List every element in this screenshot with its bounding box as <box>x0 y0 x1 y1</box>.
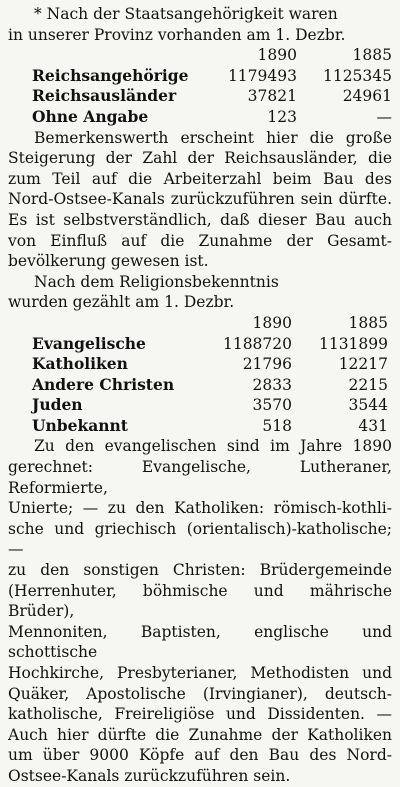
value-1890: 518 <box>262 416 292 435</box>
citizenship-table <box>32 45 392 127</box>
para2-line: um über 9000 Köpfe auf den Bau des Nord- <box>8 746 392 765</box>
value-1885: 1125345 <box>322 66 392 85</box>
value-1890: 1179493 <box>227 66 297 85</box>
value-1890: 2833 <box>252 375 292 394</box>
para1-line: bevölkerung gewesen ist. <box>8 252 209 271</box>
para2-line: Auch hier dürfte die Zunahme der Katholiken <box>8 725 392 744</box>
table-row <box>32 395 388 416</box>
para2-line: Hochkirche, Presbyterianer, Methodisten und <box>8 664 392 682</box>
religion-heading: Nach dem Religionsbekenntnis <box>34 272 279 291</box>
value-1890: 21796 <box>242 355 292 374</box>
para1-line: von Einfluß auf die Zunahme der Gesamt- <box>8 231 392 250</box>
value-1885: 24961 <box>342 87 392 106</box>
para1-line: Es ist selbstverständlich, daß dieser Bau auch <box>8 210 392 229</box>
table-row <box>32 416 388 437</box>
table-header-row <box>32 313 388 334</box>
row-label: Juden <box>32 395 83 415</box>
para1-line: Nord-Ostsee-Kanals zurückzuführen sein dürfte. <box>8 190 392 209</box>
para2-line: zu den sonstigen Christen: Brüdergemeinde <box>8 561 392 580</box>
row-label: Evangelische <box>32 333 146 353</box>
year-header: 1890 <box>252 313 292 332</box>
para2-line: Mennoniten, Baptisten, englische und schottische <box>8 622 392 662</box>
value-1885: 12217 <box>338 355 388 374</box>
value-1885: 431 <box>358 416 388 435</box>
para2-line: gerechnet: Evangelische, Lutheraner, Reformierte, <box>8 458 392 497</box>
year-header: 1890 <box>257 46 297 65</box>
value-1885: 1131899 <box>318 334 388 353</box>
value-1885: 2215 <box>348 375 388 394</box>
value-1890: 3570 <box>252 396 292 415</box>
row-label: Ohne Angabe <box>32 106 149 126</box>
year-header: 1885 <box>348 313 388 332</box>
year-header: 1885 <box>352 46 392 65</box>
para2-line: (Herrenhuter, böhmische und mährische Brüder), <box>8 581 392 621</box>
table-header-row <box>32 45 392 66</box>
para1-line: Steigerung der Zahl der Reichsausländer, die <box>8 149 392 168</box>
para2-line: Ostsee-Kanals zurückzuführen sein. <box>8 766 291 785</box>
row-label: Andere Christen <box>32 374 175 394</box>
intro-line-2: in unserer Provinz vorhanden am 1. Dezbr. <box>8 25 346 44</box>
para2-line: Zu den evangelischen sind im Jahre 1890 <box>34 437 392 456</box>
value-1890: 123 <box>267 107 297 126</box>
row-label: Katholiken <box>32 354 128 374</box>
table-row <box>32 354 388 375</box>
value-1890: 1188720 <box>222 334 292 353</box>
table-row <box>32 66 392 87</box>
para2-line: Quäker, Apostolische (Irvingianer), deutsch- <box>8 684 392 703</box>
row-label: Reichsangehörige <box>32 65 189 85</box>
para2-line: katholische, Freireligiöse und Dissidenten. — <box>8 705 392 724</box>
para1-line: zum Teil auf die Arbeiterzahl beim Bau des <box>8 169 392 188</box>
para2-line: Unierte; — zu den Katholiken: römisch-kothli- <box>8 499 392 518</box>
table-row <box>32 86 392 107</box>
row-label: Unbekannt <box>32 415 128 435</box>
religion-intro: wurden gezählt am 1. Dezbr. <box>8 293 235 312</box>
religion-table <box>32 313 388 437</box>
value-1885: 3544 <box>348 396 388 415</box>
value-1890: 37821 <box>247 87 297 106</box>
row-label: Reichsausländer <box>32 86 177 106</box>
intro-line-1: * Nach der Staatsangehörigkeit waren <box>34 5 338 23</box>
para1-line: Bemerkenswerth erscheint hier die große <box>34 128 392 147</box>
table-row <box>32 107 392 128</box>
table-row <box>32 334 388 355</box>
para2-line: sche und griechisch (orientalisch)-katholische; — <box>8 519 392 559</box>
table-row <box>32 375 388 396</box>
value-1885: — <box>376 107 392 126</box>
